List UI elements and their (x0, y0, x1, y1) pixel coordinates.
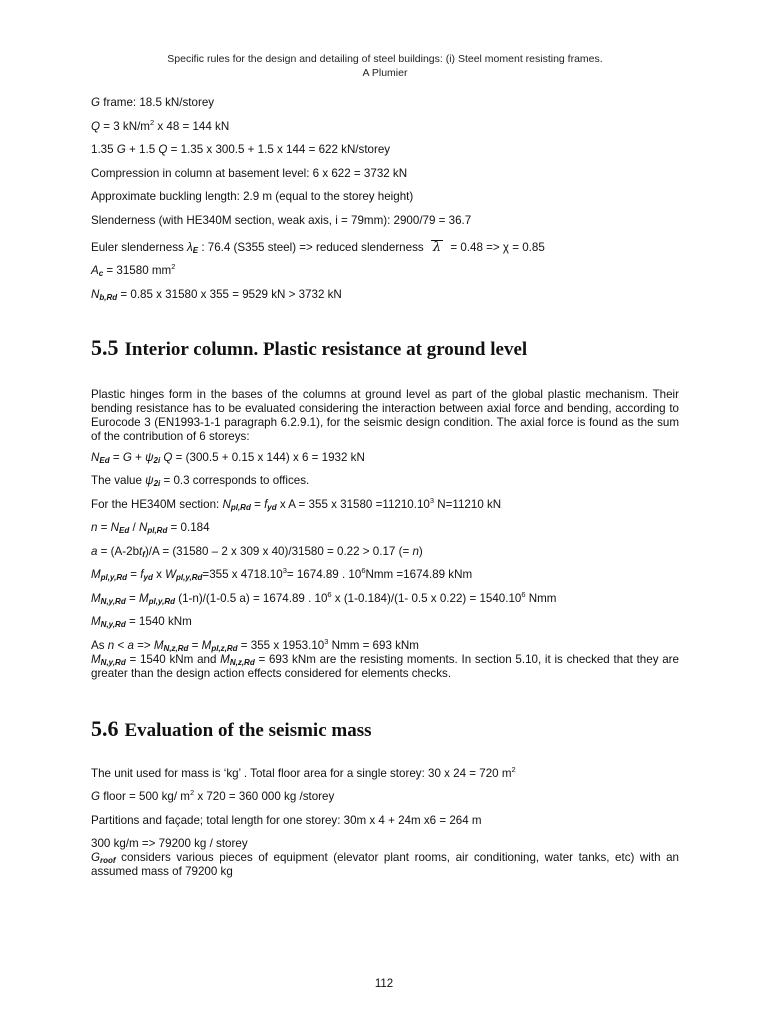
line-psi-value: The value $\psi_{2i} = 0.3$ corresponds to offices. (91, 474, 310, 488)
line-partitions: Partitions and façade; total length for one storey: 30m x 4 + 24m x6 = 264 m (91, 813, 482, 827)
page-content (91, 96, 679, 879)
section-5-5-paragraph: Plastic hinges form in the bases of the columns at ground level as part of the global plastic mechanism. Their bending resistance has to be evaluated considering the interaction between axial force and bending, according to Eurocode 3 (EN1993-1-1 paragraph 6.2.9.1), for the seismic design condition. The axial force is found as the sum of the contribution of 6 storeys: (91, 387, 679, 443)
line-q-load: Q = 3 $kN/m^2$ x 48 = 144 kN (91, 117, 230, 133)
line-ned: $N_{Ed} = G + \psi_{2i}$ Q = (300.5 + 0.15 x 144) x 6 = 1932 kN (91, 450, 365, 465)
line-compression: Compression in column at basement level: 6 x 622 = 3732 kN (91, 166, 408, 180)
line-load-combination: 1.35 G + 1.5 Q = 1.35 x 300.5 + 1.5 x 144 = 622 kN/storey (91, 143, 391, 156)
line-resisting-moments: $M_{N,y,Rd} = 1540$ kNm and $M_{N,z,Rd} = 693$ kNm are the resisting moments. In section 5.10, it is checked that they are greater than the design action effects considered for elements checks. (91, 652, 679, 680)
line-npl-rd: For the HE340M section: $N_{pl,Rd} = f_{yd}$ x A = 355 x $31580 =11210.10^3$ N=11210 kN (91, 495, 502, 512)
line-floor-area: The unit used for mass is ‘kg’ . Total floor area for a single storey: 30 x 24 = 720 $m^2$ (91, 764, 516, 780)
line-euler-slenderness: Euler slenderness $\lambda_E$ : 76.4 (S355 steel) => reduced slenderness λ = 0.48 => χ = 0.85 (91, 239, 545, 255)
line-slenderness: Slenderness (with HE340M section, weak axis, i = 79mm): 2900/79 = 36.7 (91, 213, 472, 227)
line-buckling-resistance: $N_{b,Rd} = 0.85$ x 31580 x 355 = 9529 kN > 3732 kN (91, 287, 342, 302)
line-n-ratio: $n = N_{Ed} / N_{pl,Rd} = 0.184$ (91, 521, 210, 535)
line-mn-y-rd-formula: $M_{N,y,Rd} = M_{pl,y,Rd}$ (1-n)/(1-0.5 a) = 1674.89 . $10^6$ x (1-0.184)/(1- 0.5 x $0.22) = 1540.10^6$ Nmm (91, 589, 557, 606)
line-g-floor: G floor = 500 kg/ $m^2$ x 720 = 360 000 kg /storey (91, 788, 335, 803)
section-5-5-heading: 5.5 Interior column. Plastic resistance at ground level (91, 334, 528, 360)
line-buckling-length: Approximate buckling length: 2.9 m (equal to the storey height) (91, 190, 414, 203)
header-author: A Plumier (362, 67, 408, 79)
line-facade-mass: 300 kg/m => 79200 kg / storey (91, 837, 248, 850)
line-mn-z-rd: As $n < a => M_{N,z,Rd} = M_{pl,z,Rd} = 355$ x 1953.10$^3$ Nmm = 693 kNm (91, 636, 419, 653)
line-a-ratio: $a = (A-2bt_f)/A = (31580 - 2$ x 309 x 40)/31580 = 0.22 > 0.17 (= n) (91, 544, 423, 559)
line-mpl-y-rd: $M_{pl,y,Rd} = f_{yd}$ x $W_{pl,y,Rd}=355$ x $4718.10^3= 1674.89$ . $10^6Nmm =1674.89$ kNm (91, 566, 473, 582)
line-area: $A_c = 31580$ $mm^2$ (91, 262, 176, 278)
header-title: Specific rules for the design and detailing of steel buildings: (i) Steel moment resisting frames. (167, 53, 603, 65)
section-5-6-heading: 5.6 Evaluation of the seismic mass (91, 715, 372, 741)
line-mn-y-rd-value: $M_{N,y,Rd} = 1540$ kNm (91, 615, 192, 629)
running-header (90, 52, 680, 80)
line-g-frame: G frame: 18.5 kN/storey (91, 96, 215, 109)
page-number: 112 (374, 978, 394, 990)
line-g-roof: $G_{roof}$ considers various pieces of equipment (elevator plant rooms, air conditioning, water tanks, etc) with an assumed mass of 79200 kg (91, 851, 679, 878)
